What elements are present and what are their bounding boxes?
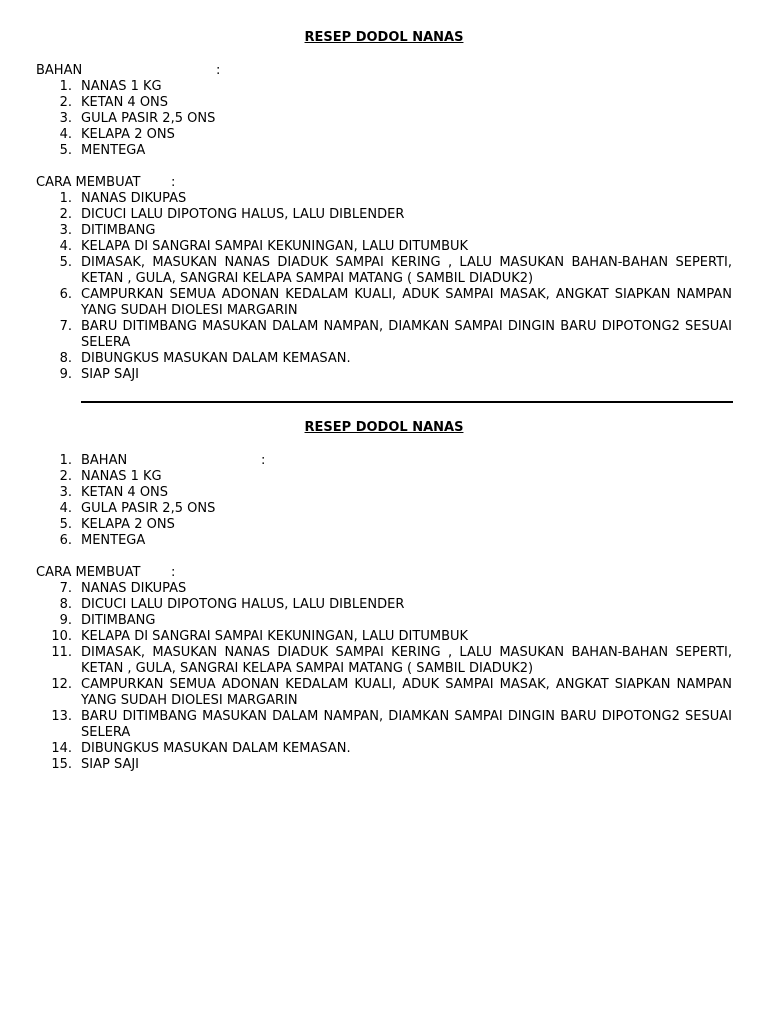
- list-item: [0, 351, 732, 367]
- list-number: 4.: [59, 239, 72, 254]
- list-item: [0, 501, 732, 517]
- list-item: [0, 127, 732, 143]
- list-item: [0, 319, 732, 351]
- list-item: [0, 757, 732, 773]
- list-text: NANAS 1 KG: [81, 469, 162, 484]
- list-text: KELAPA 2 ONS: [81, 127, 175, 142]
- list-text: NANAS DIKUPAS: [81, 191, 187, 206]
- list-item: [0, 517, 732, 533]
- horizontal-divider: [81, 401, 733, 403]
- list-text: BAHAN: [81, 453, 128, 468]
- list-item: [0, 533, 732, 549]
- list-text: GULA PASIR 2,5 ONS: [81, 501, 216, 516]
- recipe-title-1: RESEP DODOL NANAS: [304, 30, 464, 45]
- list-number: 8.: [59, 351, 72, 366]
- list-item: [0, 367, 732, 383]
- list-text: DIMASAK, MASUKAN NANAS DIADUK SAMPAI KERING , LALU MASUKAN BAHAN-BAHAN SEPERTI, KETAN , GULA, SANGRAI KELAPA SAMPAI MATANG ( SAMBIL DIADUK2): [81, 645, 732, 676]
- list-text: DITIMBANG: [81, 613, 156, 628]
- list-number: 2.: [59, 469, 72, 484]
- list-number: 5.: [59, 143, 72, 158]
- list-text: CAMPURKAN SEMUA ADONAN KEDALAM KUALI, ADUK SAMPAI MASAK, ANGKAT SIAPKAN NAMPAN YANG SUDAH DIOLESI MARGARIN: [81, 677, 732, 708]
- list-text: KELAPA 2 ONS: [81, 517, 175, 532]
- list-item: [0, 581, 732, 597]
- list-text: DICUCI LALU DIPOTONG HALUS, LALU DIBLENDER: [81, 207, 405, 222]
- list-text: KELAPA DI SANGRAI SAMPAI KEKUNINGAN, LALU DITUMBUK: [81, 239, 469, 254]
- list-number: 11.: [51, 645, 72, 660]
- cara-list-2: [0, 581, 732, 773]
- list-number: 3.: [59, 485, 72, 500]
- list-number: 15.: [51, 757, 72, 772]
- list-number: 3.: [59, 223, 72, 238]
- list-text: DIBUNGKUS MASUKAN DALAM KEMASAN.: [81, 351, 351, 366]
- list-text: CAMPURKAN SEMUA ADONAN KEDALAM KUALI, ADUK SAMPAI MASAK, ANGKAT SIAPKAN NAMPAN YANG SUDAH DIOLESI MARGARIN: [81, 287, 732, 318]
- list-item: [0, 485, 732, 501]
- list-number: 9.: [59, 613, 72, 628]
- list-text: NANAS DIKUPAS: [81, 581, 187, 596]
- bahan-colon-2: :: [261, 453, 266, 468]
- list-item: [0, 677, 732, 709]
- list-text: DIMASAK, MASUKAN NANAS DIADUK SAMPAI KERING , LALU MASUKAN BAHAN-BAHAN SEPERTI, KETAN , GULA, SANGRAI KELAPA SAMPAI MATANG ( SAMBIL DIADUK2): [81, 255, 732, 286]
- list-text: NANAS 1 KG: [81, 79, 162, 94]
- list-item: [0, 453, 732, 469]
- list-text: BARU DITIMBANG MASUKAN DALAM NAMPAN, DIAMKAN SAMPAI DINGIN BARU DIPOTONG2 SESUAI SELERA: [81, 709, 732, 740]
- list-text: MENTEGA: [81, 143, 146, 158]
- list-number: 7.: [59, 319, 72, 334]
- list-text: DITIMBANG: [81, 223, 156, 238]
- list-number: 9.: [59, 367, 72, 382]
- list-item: [0, 143, 732, 159]
- list-number: 1.: [59, 191, 72, 206]
- list-item: [0, 223, 732, 239]
- list-item: [0, 191, 732, 207]
- bahan-label-1: BAHAN: [36, 63, 83, 78]
- list-number: 3.: [59, 111, 72, 126]
- list-number: 12.: [51, 677, 72, 692]
- list-text: BARU DITIMBANG MASUKAN DALAM NAMPAN, DIAMKAN SAMPAI DINGIN BARU DIPOTONG2 SESUAI SELERA: [81, 319, 732, 350]
- recipe-title-2: RESEP DODOL NANAS: [304, 420, 464, 435]
- list-item: [0, 741, 732, 757]
- list-number: 14.: [51, 741, 72, 756]
- list-item: [0, 597, 732, 613]
- bahan-list-1: [0, 79, 732, 159]
- cara-list-1: [0, 191, 732, 383]
- list-item: [0, 111, 732, 127]
- list-number: 2.: [59, 95, 72, 110]
- list-item: [0, 207, 732, 223]
- list-item: [0, 79, 732, 95]
- list-item: [0, 255, 732, 287]
- cara-colon-1: :: [171, 175, 176, 190]
- list-number: 13.: [51, 709, 72, 724]
- list-item: [0, 239, 732, 255]
- list-item: [0, 287, 732, 319]
- bahan-list-2: [0, 453, 732, 549]
- list-item: [0, 95, 732, 111]
- list-number: 4.: [59, 501, 72, 516]
- list-text: KETAN 4 ONS: [81, 95, 169, 110]
- list-item: [0, 613, 732, 629]
- list-text: DIBUNGKUS MASUKAN DALAM KEMASAN.: [81, 741, 351, 756]
- cara-label-2: CARA MEMBUAT: [36, 565, 141, 580]
- cara-label-1: CARA MEMBUAT: [36, 175, 141, 190]
- list-number: 1.: [59, 79, 72, 94]
- list-text: KELAPA DI SANGRAI SAMPAI KEKUNINGAN, LALU DITUMBUK: [81, 629, 469, 644]
- list-text: KETAN 4 ONS: [81, 485, 169, 500]
- list-number: 1.: [59, 453, 72, 468]
- list-text: SIAP SAJI: [81, 757, 140, 772]
- bahan-colon-1: :: [216, 63, 221, 78]
- cara-colon-2: :: [171, 565, 176, 580]
- list-number: 6.: [59, 533, 72, 548]
- list-number: 7.: [59, 581, 72, 596]
- list-text: SIAP SAJI: [81, 367, 140, 382]
- list-text: DICUCI LALU DIPOTONG HALUS, LALU DIBLENDER: [81, 597, 405, 612]
- list-item: [0, 645, 732, 677]
- list-number: 10.: [51, 629, 72, 644]
- list-text: MENTEGA: [81, 533, 146, 548]
- list-number: 5.: [59, 517, 72, 532]
- list-text: GULA PASIR 2,5 ONS: [81, 111, 216, 126]
- list-number: 5.: [59, 255, 72, 270]
- list-number: 4.: [59, 127, 72, 142]
- list-item: [0, 629, 732, 645]
- list-item: [0, 709, 732, 741]
- list-number: 8.: [59, 597, 72, 612]
- list-number: 2.: [59, 207, 72, 222]
- list-number: 6.: [59, 287, 72, 302]
- list-item: [0, 469, 732, 485]
